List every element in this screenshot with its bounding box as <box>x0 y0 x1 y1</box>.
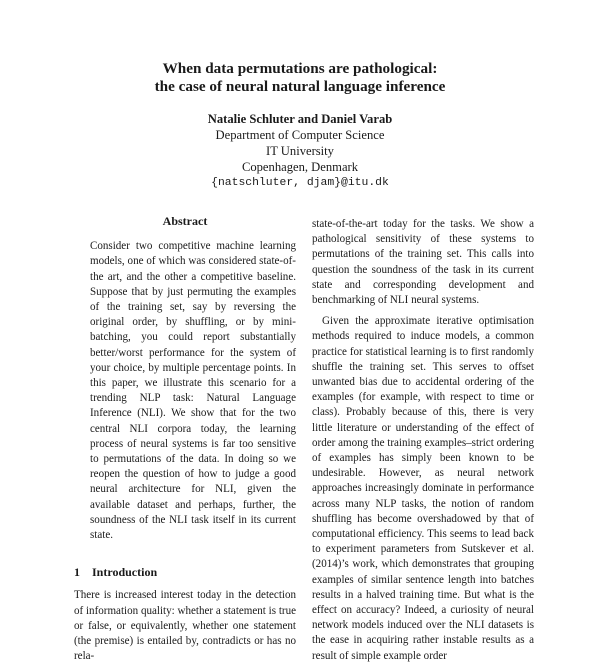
paper-title <box>0 60 600 96</box>
title-line-2: the case of neural natural language inference <box>154 78 446 95</box>
author-names: Natalie Schluter and Daniel Varab <box>207 112 393 126</box>
section-number: 1 <box>74 565 80 580</box>
abstract-body: Consider two competitive machine learning models, one of which was considered state-of-the art, and the other a competitive baseline. Suppose that by just permuting the examples of the training set, say by reversing the original order, by shuffling, or by mini-batching, you could report substantially better/worst performance for the system of your choice, by multiple percentage points. In this paper, we illustrate this scenario for a trending NLP task: Natural Language Inference (NLI). We show that for the two central NLI corpora today, the learning process of neural systems is far too sensitive to permutations of the data. In doing so we reopen the question of how to judge a good neural architecture for NLI, given the available dataset and perhaps, further, the soundness of the NLI task itself in its current state. <box>90 240 296 542</box>
university: IT University <box>266 144 334 158</box>
introduction-paragraph: There is increased interest today in the detection of information quality: whether a statement is true or false, or equivalently, whether one statement (the premise) is entailed by, contradicts or has no rela- <box>74 589 296 663</box>
section-title: Introduction <box>92 565 158 580</box>
department: Department of Computer Science <box>215 128 385 142</box>
city: Copenhagen, Denmark <box>241 160 359 174</box>
email: {natschluter, djam}@itu.dk <box>211 177 389 189</box>
right-paragraph-1: state-of-the-art today for the tasks. We show a pathological sensitivity of these systems to permutations of the training set. This calls into question the soundness of the task in its current state and corresponding development and benchmarking of NLI neural systems. <box>312 218 534 307</box>
right-paragraph-2: Given the approximate iterative optimisation methods required to induce models, a common practice for statistical learning is to first randomly shuffle the training set. This serves to offset unwanted bias due to accidental ordering of the examples (for example, with respect to time or class). Probably because of this, there is very little literature or understanding of the effect of order among the training examples–strict ordering of examples has simply been known to be undesirable. However, as neural network approaches increasingly dominate in performance across many NLP tasks, the notion of random shuffling has become overshadowed by that of computational efficiency. This seems to lead back to experiment parameters from Sutskever et al. (2014)’s work, which demonstrates that grouping examples of similar sentence length into batches results in a halved training time. But what is the effect on accuracy? Indeed, a curiosity of neural network models induced over the NLI datasets is the ease in acquiring rather instable results as a result of simple example order <box>312 315 534 662</box>
right-column <box>312 217 534 664</box>
author-block <box>0 111 600 191</box>
left-column <box>74 214 296 664</box>
title-line-1: When data permutations are pathological: <box>162 60 438 77</box>
abstract-heading: Abstract <box>162 214 208 228</box>
section-heading-introduction <box>74 565 296 580</box>
